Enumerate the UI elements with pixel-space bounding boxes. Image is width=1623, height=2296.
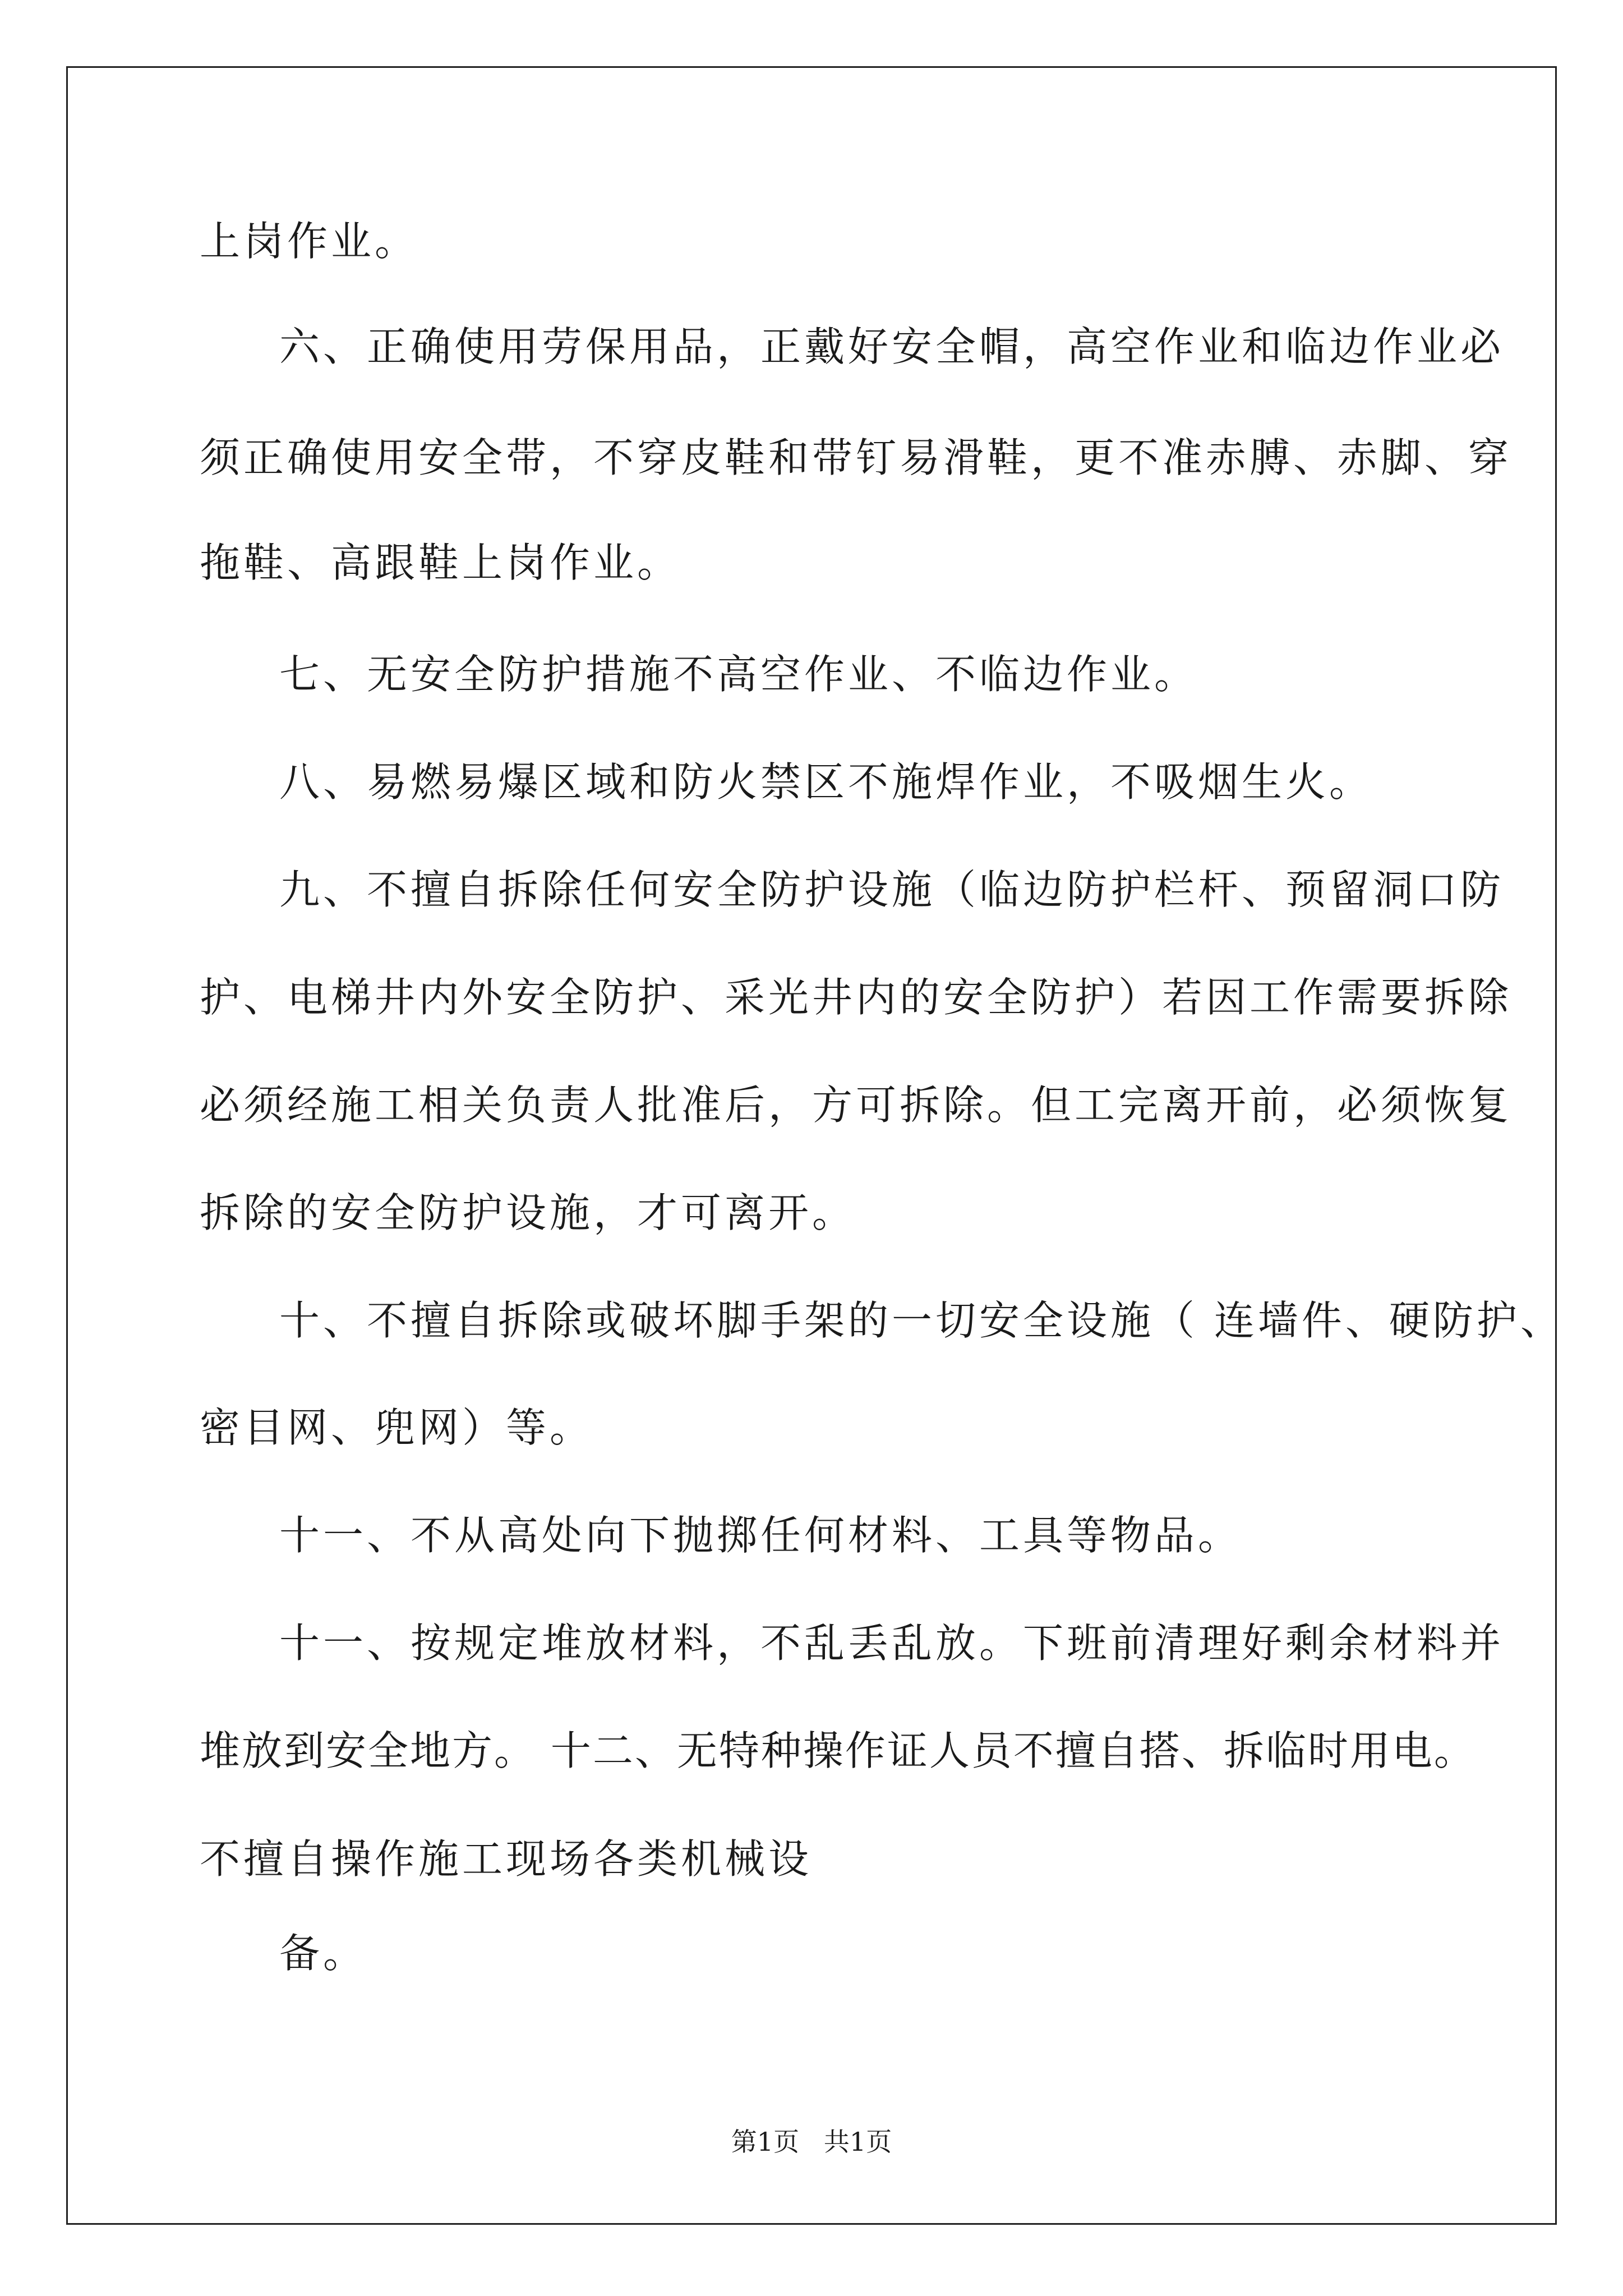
text-line: 须正确使用安全带，不穿皮鞋和带钉易滑鞋，更不准赤膊、赤脚、穿 xyxy=(200,434,1513,481)
text-line: 必须经施工相关负责人批准后，方可拆除。但工完离开前，必须恢复 xyxy=(200,1082,1513,1129)
text-line: 护、电梯井内外安全防护、采光井内的安全防护）若因工作需要拆除 xyxy=(200,974,1513,1021)
text-line: 十一、不从高处向下抛掷任何材料、工具等物品。 xyxy=(279,1512,1242,1559)
text-line: 拆除的安全防护设施，才可离开。 xyxy=(200,1189,856,1236)
text-line: 堆放到安全地方。 十二、无特种操作证人员不擅自搭、拆临时用电。 xyxy=(200,1727,1476,1774)
text-line: 八、易燃易爆区域和防火禁区不施焊作业，不吸烟生火。 xyxy=(279,758,1373,806)
text-line: 备。 xyxy=(279,1930,367,1977)
text-line: 十一、按规定堆放材料，不乱丢乱放。下班前清理好剩余材料并 xyxy=(279,1619,1505,1667)
text-line: 上岗作业。 xyxy=(200,218,419,265)
text-line: 六、正确使用劳保用品，正戴好安全帽，高空作业和临边作业必 xyxy=(279,323,1505,370)
text-line: 密目网、兜网）等。 xyxy=(200,1404,594,1451)
text-line: 拖鞋、高跟鞋上岗作业。 xyxy=(200,539,681,586)
text-line: 十、不擅自拆除或破坏脚手架的一切安全设施（ 连墙件、硬防护、 xyxy=(279,1297,1564,1344)
page-border xyxy=(66,66,1557,2225)
text-line: 九、不擅自拆除任何安全防护设施（临边防护栏杆、预留洞口防 xyxy=(279,866,1505,913)
text-line: 七、无安全防护措施不高空作业、不临边作业。 xyxy=(279,651,1198,698)
text-line: 不擅自操作施工现场各类机械设 xyxy=(200,1835,813,1883)
page-footer: 第1页 共1页 xyxy=(731,2127,892,2157)
